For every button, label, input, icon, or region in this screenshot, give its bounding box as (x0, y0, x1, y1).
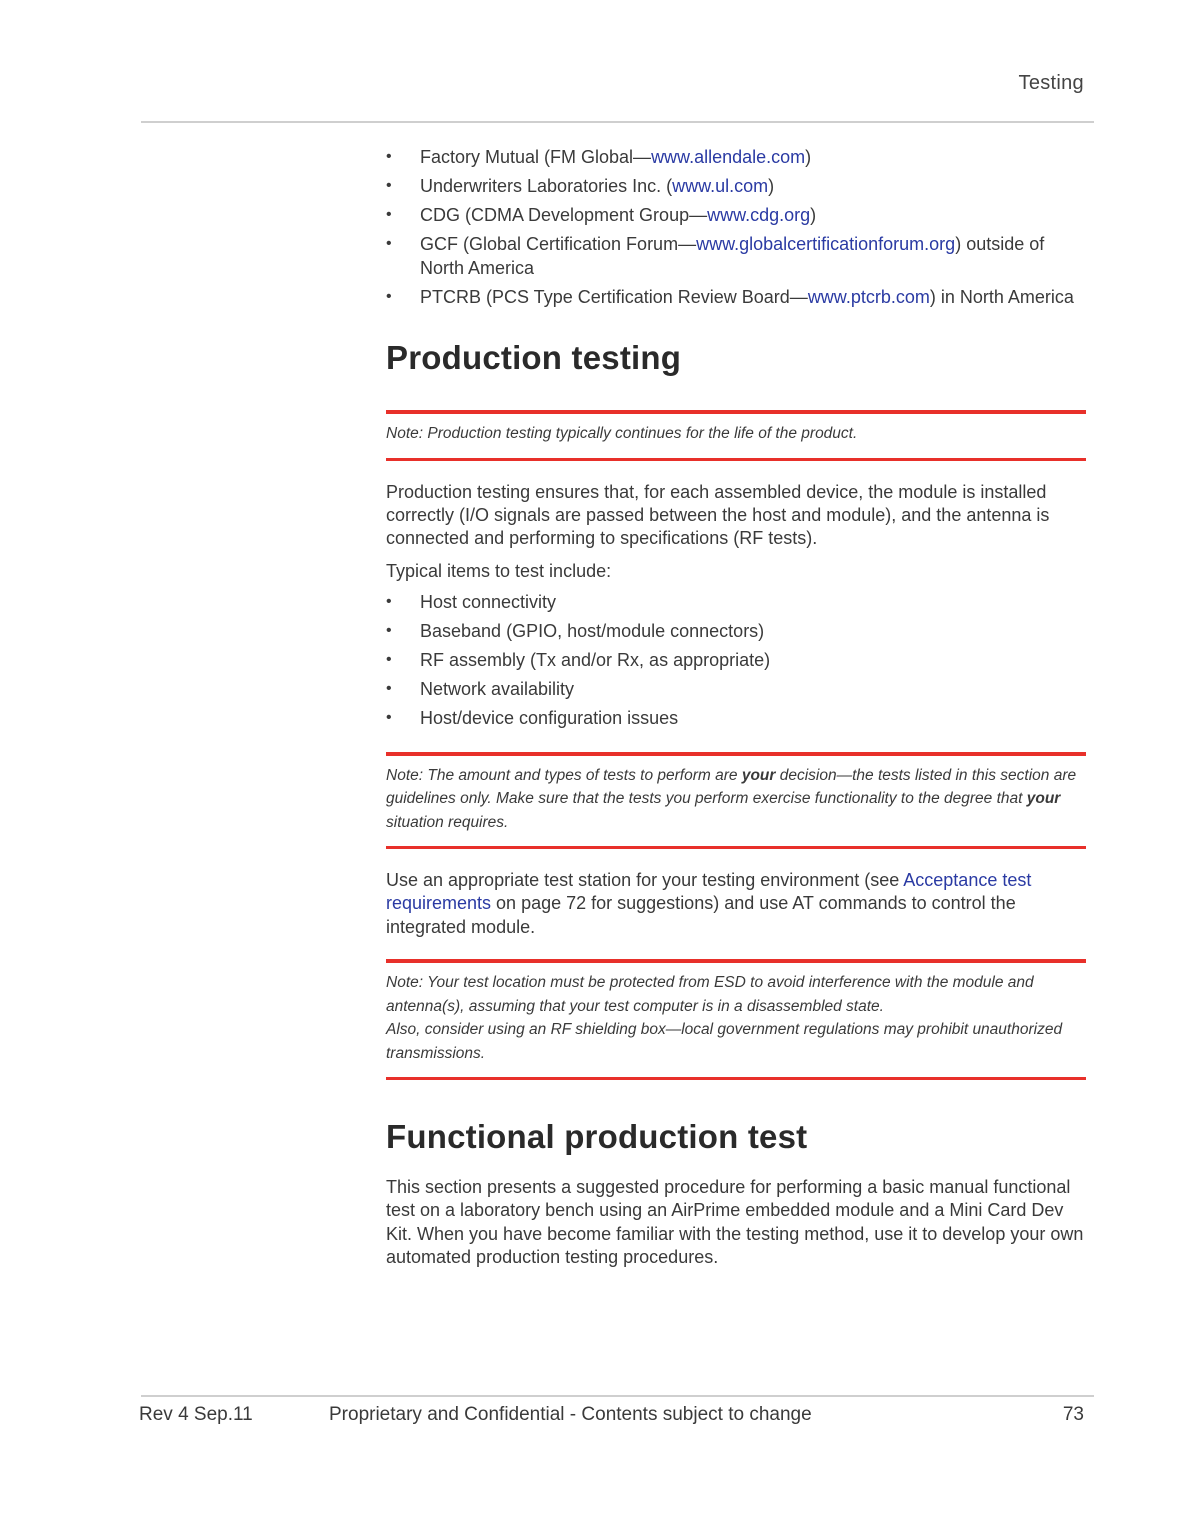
list-item: • RF assembly (Tx and/or Rx, as appropriate) (386, 649, 771, 670)
bullet-icon: • (386, 650, 392, 668)
header-rule (141, 121, 1094, 123)
link-cdg[interactable]: www.cdg.org (707, 205, 811, 225)
page-content (386, 145, 1086, 1269)
link-acceptance-test-requirements[interactable]: Acceptance test requirements (386, 870, 1032, 914)
section-heading-functional-test: Functional production test (386, 1118, 808, 1156)
note-text: Note: The amount and types of tests to perform are your decision—the tests listed in this section are guidelines only. Make sure that the tests you perform exercise functionality to the degree that your situation requires. (386, 766, 1077, 831)
link-gcf[interactable]: www.globalcertificationforum.org (696, 234, 956, 254)
list-item: • CDG (CDMA Development Group—www.cdg.org) (386, 205, 817, 225)
link-ul[interactable]: www.ul.com (672, 176, 769, 196)
bullet-icon: • (386, 177, 392, 194)
note-text: Note: Your test location must be protected from ESD to avoid interference with the module and antenna(s), assuming that your test computer is in a disassembled state. (386, 974, 1034, 1015)
list-item: • Network availability (386, 678, 575, 699)
note-box-esd (386, 959, 1086, 1080)
list-item: • Host/device configuration issues (386, 707, 679, 728)
bullet-icon: • (386, 288, 392, 305)
note-box-test-decision (386, 752, 1086, 850)
running-header: Testing (1018, 72, 1084, 94)
certification-list (386, 145, 1086, 309)
test-items-list (386, 590, 1086, 730)
bullet-icon: • (386, 235, 392, 252)
paragraph-test-station: Use an appropriate test station for your testing environment (see Acceptance test requirements on page 72 for suggestions) and use AT commands to control the integrated module. (386, 870, 1032, 937)
paragraph-functional-intro: This section presents a suggested procedure for performing a basic manual functional test on a laboratory bench using an AirPrime embedded module and a Mini Card Dev Kit. When you have become familiar with the testing method, use it to develop your own automated production testing procedures. (386, 1177, 1084, 1267)
note-text: Note: Production testing typically continues for the life of the product. (386, 425, 858, 442)
bullet-icon: • (386, 148, 392, 165)
bullet-icon: • (386, 679, 392, 697)
bullet-icon: • (386, 206, 392, 223)
note-text: Also, consider using an RF shielding box—local government regulations may prohibit unauthorized transmissions. (386, 1021, 1063, 1062)
bullet-icon: • (386, 592, 392, 610)
section-heading-production-testing: Production testing (386, 339, 682, 376)
note-box-lifecycle (386, 410, 1086, 461)
link-allendale[interactable]: www.allendale.com (651, 147, 806, 167)
list-item: • GCF (Global Certification Forum—www.globalcertificationforum.org) outside of North America (386, 234, 1045, 278)
list-item: • Host connectivity (386, 591, 557, 612)
bullet-icon: • (386, 708, 392, 726)
link-ptcrb[interactable]: www.ptcrb.com (807, 287, 930, 307)
footer-revision: Rev 4 Sep.11 (139, 1404, 253, 1425)
bullet-icon: • (386, 621, 392, 639)
list-item: • PTCRB (PCS Type Certification Review Board—www.ptcrb.com) in North America (386, 287, 1074, 307)
list-item: • Underwriters Laboratories Inc. (www.ul.com) (386, 176, 775, 196)
paragraph-production-intro: Production testing ensures that, for each assembled device, the module is installed correctly (I/O signals are passed between the host and module), and the antenna is connected and performing to specifications (RF tests). (386, 481, 1050, 549)
footer-rule (141, 1395, 1094, 1397)
footer-page-number: 73 (1062, 1404, 1084, 1425)
list-item: • Factory Mutual (FM Global—www.allendale.com) (386, 147, 812, 167)
paragraph-typical-items: Typical items to test include: (386, 561, 612, 582)
footer-confidentiality: Proprietary and Confidential - Contents subject to change (329, 1404, 812, 1425)
list-item: • Baseband (GPIO, host/module connectors) (386, 620, 765, 641)
